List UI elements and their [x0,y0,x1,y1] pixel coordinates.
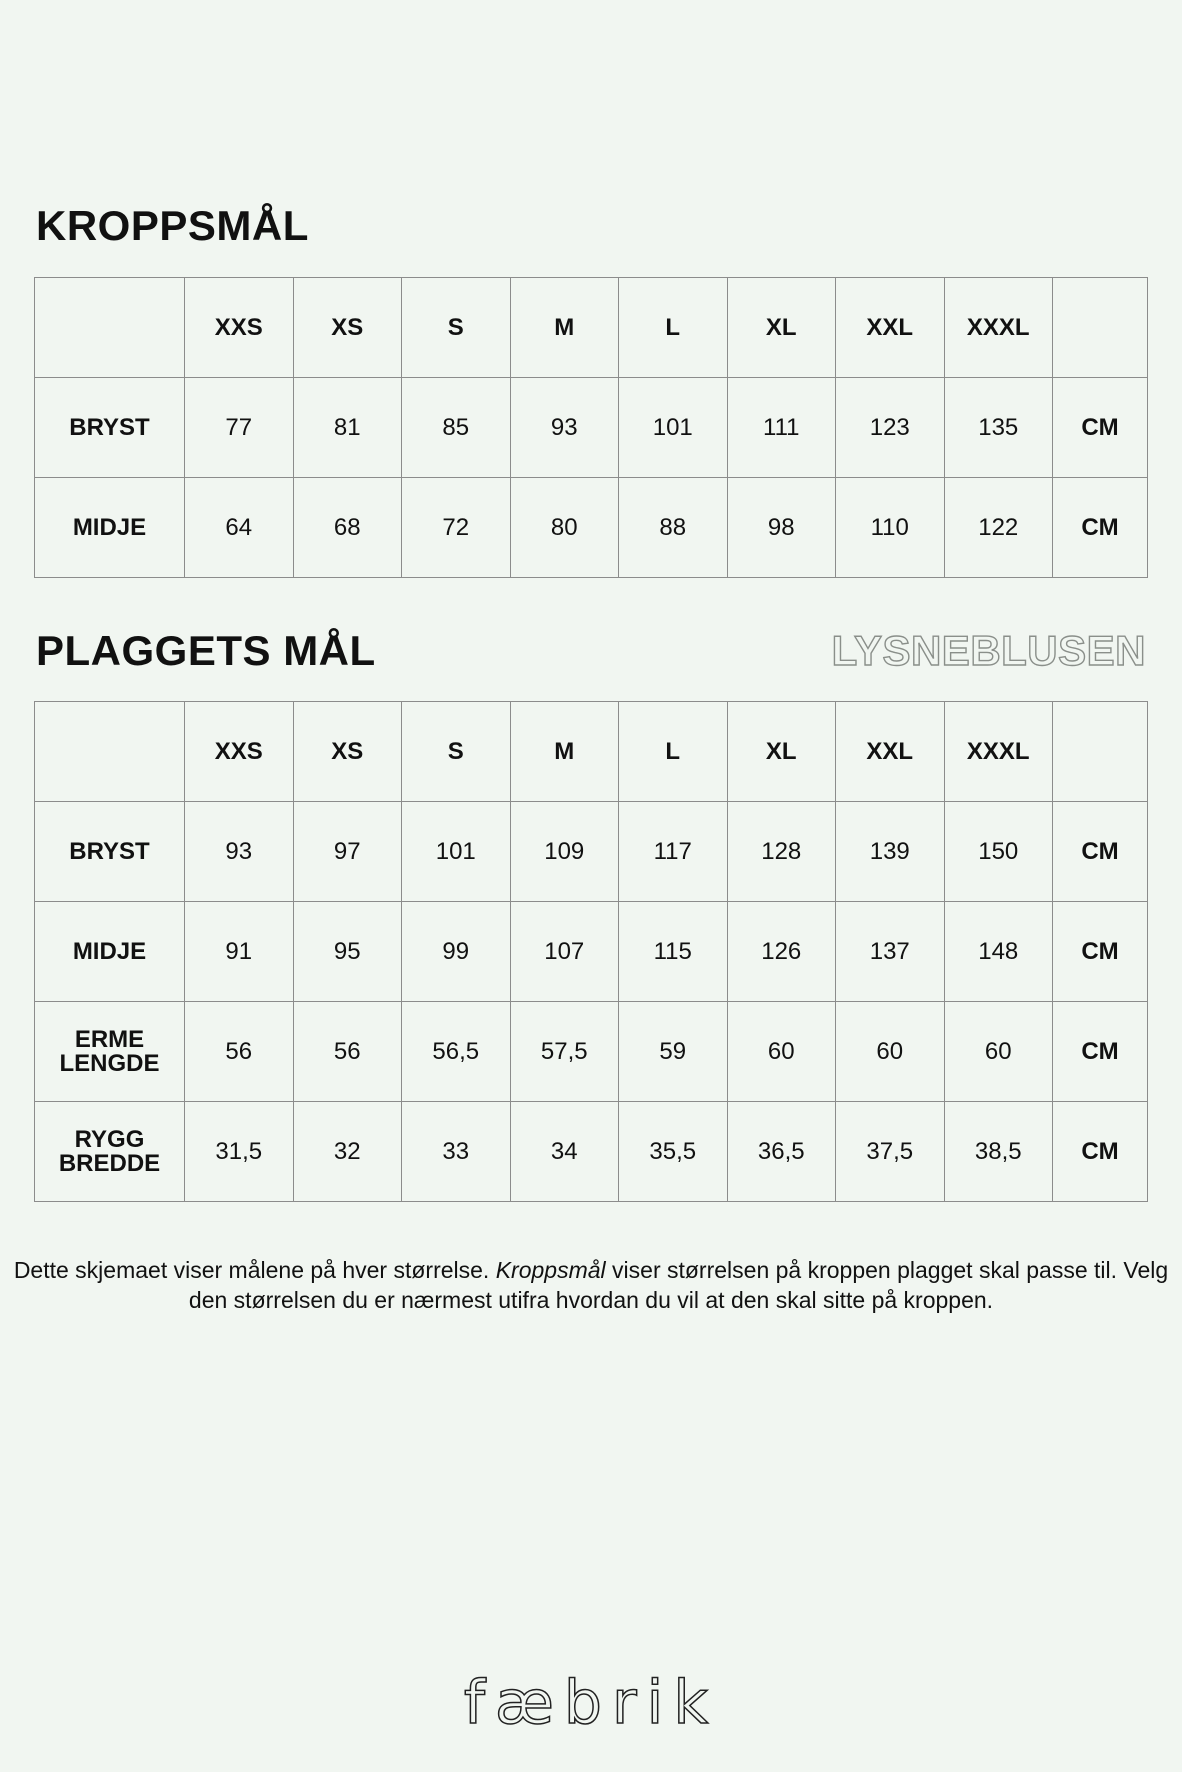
body-measurements-title: KROPPSMÅL [36,202,309,249]
measurement-value: 97 [293,802,402,902]
measurement-value: 60 [727,1002,836,1102]
measurement-value: 59 [619,1002,728,1102]
header-empty-cell [35,278,185,378]
measurement-value: 115 [619,902,728,1002]
measurement-value: 56,5 [402,1002,511,1102]
table-row [35,902,1148,1002]
measurement-value: 122 [944,478,1053,578]
note-text-part2: viser størrelsen på kroppen plagget skal passe til. Velg den størrelsen du er nærmest utifra hvordan du vil at den skal sitte på kroppen. [188,1257,1169,1313]
measurement-value: 35,5 [619,1102,728,1202]
row-label: BRYST [35,802,185,902]
table-row [35,802,1148,902]
measurement-value: 107 [510,902,619,1002]
size-header: XXS [185,278,294,378]
measurement-value: 150 [944,802,1053,902]
header-empty-cell [35,702,185,802]
size-header: XXL [836,278,945,378]
product-name: LYSNEBLUSEN [831,627,1146,674]
measurement-value: 93 [510,378,619,478]
measurement-value: 126 [727,902,836,1002]
unit-label: CM [1053,1102,1148,1202]
size-header: L [619,702,728,802]
unit-label: CM [1053,902,1148,1002]
size-header: S [402,278,511,378]
table-row [35,478,1148,578]
measurement-value: 137 [836,902,945,1002]
measurement-value: 60 [944,1002,1053,1102]
size-header: XS [293,278,402,378]
garment-measurements-title: PLAGGETS MÅL [36,627,376,674]
size-header: XL [727,278,836,378]
measurement-value: 72 [402,478,511,578]
note-text-part1: Dette skjemaet viser målene på hver størrelse. [13,1257,496,1283]
measurement-value: 93 [185,802,294,902]
size-header: S [402,702,511,802]
unit-label: CM [1053,378,1148,478]
size-header: XXXL [944,278,1053,378]
measurement-value: 99 [402,902,511,1002]
size-header: XS [293,702,402,802]
measurement-value: 36,5 [727,1102,836,1202]
size-header: XXS [185,702,294,802]
measurement-value: 38,5 [944,1102,1053,1202]
table-row [35,1102,1148,1202]
measurement-value: 57,5 [510,1002,619,1102]
unit-label: CM [1053,478,1148,578]
measurement-value: 68 [293,478,402,578]
measurement-value: 34 [510,1102,619,1202]
measurement-value: 135 [944,378,1053,478]
note-emphasis: Kroppsmål [495,1257,606,1283]
header-empty-cell [1053,702,1148,802]
measurement-value: 56 [293,1002,402,1102]
garment-measurements-table [34,701,1148,1202]
measurement-value: 77 [185,378,294,478]
table-row [35,1002,1148,1102]
size-header: XXL [836,702,945,802]
row-label: ERME LENGDE [35,1002,185,1102]
measurement-value: 37,5 [836,1102,945,1202]
measurement-value: 148 [944,902,1053,1002]
measurement-value: 98 [727,478,836,578]
measurement-value: 33 [402,1102,511,1202]
measurement-value: 56 [185,1002,294,1102]
table-header-row [35,702,1148,802]
row-label: MIDJE [35,902,185,1002]
measurement-value: 128 [727,802,836,902]
unit-label: CM [1053,802,1148,902]
size-chart-note [0,1255,1182,1315]
unit-label: CM [1053,1002,1148,1102]
size-header: XXXL [944,702,1053,802]
row-label: MIDJE [35,478,185,578]
measurement-value: 110 [836,478,945,578]
body-measurements-table [34,277,1148,578]
measurement-value: 117 [619,802,728,902]
row-label: RYGG BREDDE [35,1102,185,1202]
size-header: M [510,702,619,802]
measurement-value: 31,5 [185,1102,294,1202]
table-header-row [35,278,1148,378]
measurement-value: 32 [293,1102,402,1202]
measurement-value: 101 [619,378,728,478]
measurement-value: 101 [402,802,511,902]
measurement-value: 85 [402,378,511,478]
measurement-value: 95 [293,902,402,1002]
measurement-value: 109 [510,802,619,902]
measurement-value: 123 [836,378,945,478]
measurement-value: 81 [293,378,402,478]
size-header: L [619,278,728,378]
header-empty-cell [1053,278,1148,378]
measurement-value: 60 [836,1002,945,1102]
size-header: M [510,278,619,378]
measurement-value: 139 [836,802,945,902]
measurement-value: 91 [185,902,294,1002]
measurement-value: 88 [619,478,728,578]
size-header: XL [727,702,836,802]
measurement-value: 64 [185,478,294,578]
row-label: BRYST [35,378,185,478]
measurement-value: 80 [510,478,619,578]
measurement-value: 111 [727,378,836,478]
fabrik-logo-icon: fæbrik [463,1668,719,1738]
table-row [35,378,1148,478]
